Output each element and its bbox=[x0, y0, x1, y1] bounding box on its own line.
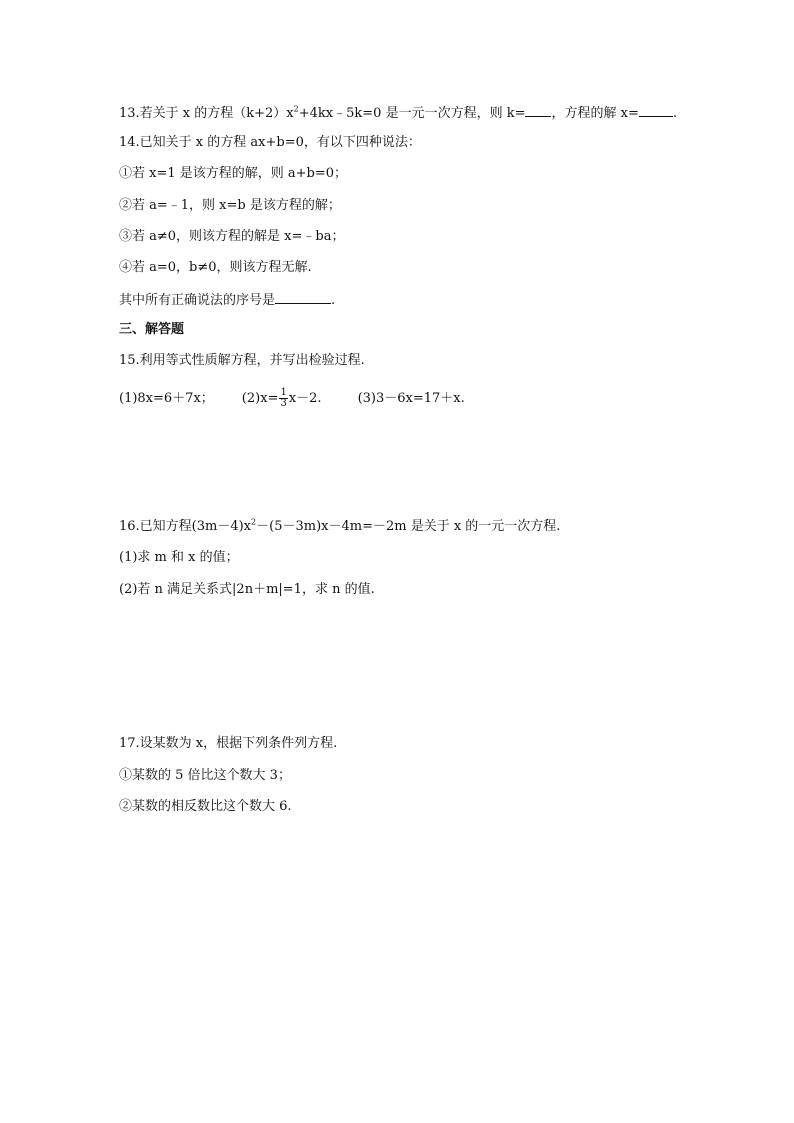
q16-stem-a: 16.已知方程(3m－4)x bbox=[119, 519, 252, 534]
question-15-stem: 15.利用等式性质解方程，并写出检验过程. bbox=[119, 353, 365, 368]
question-13 bbox=[119, 104, 677, 122]
question-14-option-4: ④若 a=0，b≠0，则该方程无解. bbox=[119, 260, 312, 275]
question-17-part-2: ②某数的相反数比这个数大 6. bbox=[119, 799, 292, 814]
question-14-ask bbox=[119, 291, 335, 309]
q13-blank-k[interactable] bbox=[525, 104, 551, 117]
q13-middle: +4kx﹣5k=0 是一元一次方程，则 k= bbox=[298, 106, 526, 121]
q14-blank[interactable] bbox=[275, 291, 331, 304]
question-14-option-2: ②若 a=﹣1，则 x=b 是该方程的解； bbox=[119, 198, 341, 213]
question-14-option-3: ③若 a≠0，则该方程的解是 x=﹣ba； bbox=[119, 229, 345, 244]
question-14-stem: 14.已知关于 x 的方程 ax+b=0，有以下四种说法： bbox=[119, 135, 421, 150]
q13-end: . bbox=[672, 106, 677, 121]
question-16-stem bbox=[119, 519, 560, 535]
question-17-stem: 17.设某数为 x，根据下列条件列方程. bbox=[119, 736, 338, 751]
q14-ask-text: 其中所有正确说法的序号是 bbox=[119, 293, 276, 308]
q16-exponent: 2 bbox=[251, 517, 257, 527]
q14-ask-end: . bbox=[331, 293, 336, 308]
q15-part-2-prefix: (2)x= bbox=[241, 391, 279, 406]
q15-part-2-suffix: x－2. bbox=[288, 391, 322, 406]
q15-part-3: (3)3－6x=17＋x. bbox=[357, 391, 465, 406]
q13-exponent: 2 bbox=[293, 104, 299, 114]
q15-part-1: (1)8x=6＋7x； bbox=[119, 391, 214, 406]
q15-fraction-numerator: 1 bbox=[280, 387, 287, 398]
q16-stem-b: －(5－3m)x－4m=－2m 是关于 x 的一元一次方程. bbox=[256, 519, 561, 534]
q15-fraction bbox=[279, 388, 287, 409]
question-16-part-2: (2)若 n 满足关系式|2n＋m|=1，求 n 的值. bbox=[119, 582, 375, 597]
q13-prefix: 13.若关于 x 的方程（k+2）x bbox=[119, 106, 294, 121]
q13-mid2: ，方程的解 x= bbox=[551, 106, 639, 121]
q15-fraction-denominator: 3 bbox=[280, 398, 287, 409]
q13-blank-x[interactable] bbox=[639, 104, 673, 117]
question-17-part-1: ①某数的 5 倍比这个数大 3； bbox=[119, 768, 291, 783]
section-heading: 三、解答题 bbox=[119, 322, 185, 337]
question-14-option-1: ①若 x=1 是该方程的解，则 a+b=0； bbox=[119, 166, 348, 181]
question-16-part-1: (1)求 m 和 x 的值； bbox=[119, 550, 239, 565]
question-15-parts bbox=[119, 388, 465, 409]
